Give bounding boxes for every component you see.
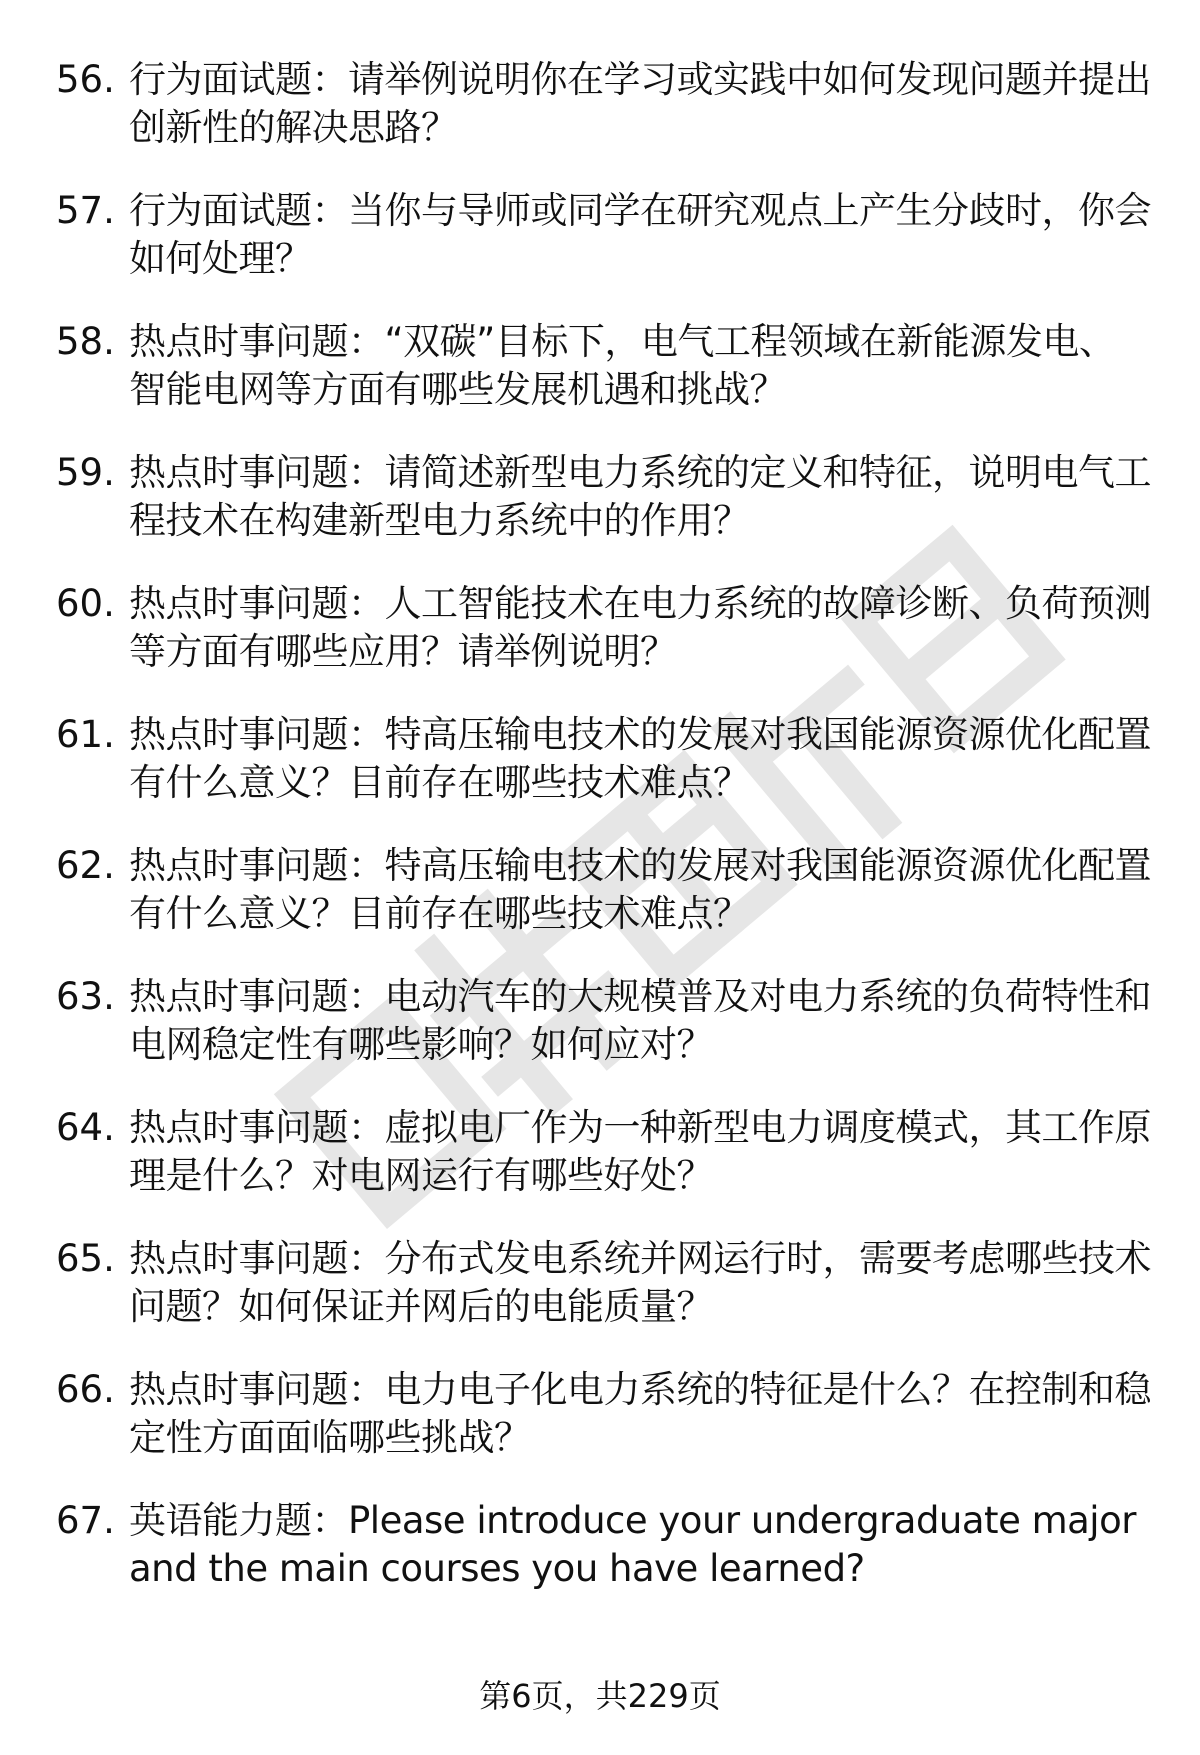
question-text-line: 热点时事问题：特高压输电技术的发展对我国能源资源优化配置	[129, 844, 1151, 887]
question-text	[129, 711, 1151, 807]
question-text	[129, 580, 1151, 676]
question-text-line: 有什么意义？目前存在哪些技术难点？	[129, 892, 750, 935]
question-number: 63.	[56, 975, 115, 1018]
question-text	[129, 973, 1151, 1069]
question-number: 64.	[56, 1106, 115, 1149]
question-text-line: 如何处理？	[129, 237, 312, 280]
question-text-line: 程技术在构建新型电力系统中的作用？	[129, 499, 750, 542]
question-item	[56, 973, 1151, 1073]
question-text-line: 有什么意义？目前存在哪些技术难点？	[129, 761, 750, 804]
question-number: 65.	[56, 1237, 115, 1280]
question-item	[56, 449, 1151, 549]
question-item	[56, 1235, 1151, 1335]
question-text	[129, 1235, 1151, 1331]
question-text	[129, 318, 1139, 414]
question-text-line: 智能电网等方面有哪些发展机遇和挑战？	[129, 368, 786, 411]
question-text-line: 热点时事问题：请简述新型电力系统的定义和特征，说明电气工	[129, 451, 1151, 494]
question-item	[56, 56, 1151, 156]
question-number: 62.	[56, 844, 115, 887]
question-number: 67.	[56, 1499, 115, 1542]
question-text	[129, 1104, 1151, 1200]
question-number: 59.	[56, 451, 115, 494]
question-item	[56, 711, 1151, 811]
question-text	[129, 187, 1151, 283]
question-text	[129, 842, 1151, 938]
question-number: 58.	[56, 320, 115, 363]
question-text-line: 定性方面面临哪些挑战？	[129, 1416, 531, 1459]
question-text	[129, 1497, 1139, 1593]
question-text-line: 热点时事问题：特高压输电技术的发展对我国能源资源优化配置	[129, 713, 1151, 756]
question-number: 57.	[56, 189, 115, 232]
question-item	[56, 318, 1146, 418]
question-text	[129, 56, 1151, 152]
question-text-line: 热点时事问题：人工智能技术在电力系统的故障诊断、负荷预测	[129, 582, 1151, 625]
question-text-line: 行为面试题：当你与导师或同学在研究观点上产生分歧时，你会	[129, 189, 1151, 232]
question-text-line: 创新性的解决思路？	[129, 106, 458, 149]
question-item	[56, 187, 1151, 287]
page-number-footer: 第6页，共229页	[479, 1677, 721, 1715]
question-text-line: 电网稳定性有哪些影响？如何应对？	[129, 1023, 713, 1066]
question-item	[56, 842, 1151, 942]
question-item	[56, 1497, 1146, 1597]
question-number: 66.	[56, 1368, 115, 1411]
question-item	[56, 580, 1151, 680]
question-text-line: 热点时事问题：分布式发电系统并网运行时，需要考虑哪些技术	[129, 1237, 1151, 1280]
question-number: 61.	[56, 713, 115, 756]
question-text-line: and the main courses you have learned?	[129, 1547, 865, 1590]
question-text	[129, 449, 1151, 545]
question-text-line: 热点时事问题：电力电子化电力系统的特征是什么？在控制和稳	[129, 1368, 1151, 1411]
question-text-line: 热点时事问题：电动汽车的大规模普及对电力系统的负荷特性和	[129, 975, 1151, 1018]
question-text-line: 行为面试题：请举例说明你在学习或实践中如何发现问题并提出	[129, 58, 1151, 101]
question-item	[56, 1104, 1151, 1204]
question-text-line: 英语能力题：Please introduce your undergraduate major	[129, 1499, 1136, 1542]
question-text-line: 等方面有哪些应用？请举例说明？	[129, 630, 677, 673]
question-text	[129, 1366, 1151, 1462]
question-number: 60.	[56, 582, 115, 625]
question-text-line: 热点时事问题：“双碳”目标下，电气工程领域在新能源发电、	[129, 320, 1116, 363]
question-item	[56, 1366, 1151, 1466]
question-text-line: 理是什么？对电网运行有哪些好处？	[129, 1154, 713, 1197]
question-text-line: 问题？如何保证并网后的电能质量？	[129, 1285, 713, 1328]
question-number: 56.	[56, 58, 115, 101]
question-text-line: 热点时事问题：虚拟电厂作为一种新型电力调度模式，其工作原	[129, 1106, 1151, 1149]
